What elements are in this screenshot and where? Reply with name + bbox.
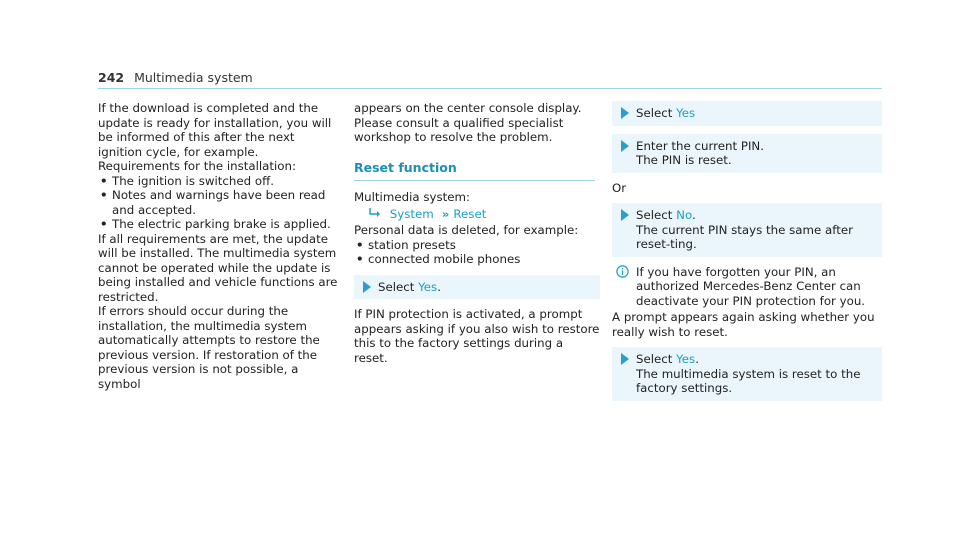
list-item: • station presets [354, 238, 600, 253]
info-note: If you have forgotten your PIN, an authorized Mercedes-Benz Center can deactivate your PIN protection for you. [612, 265, 882, 309]
step-select-yes: Select Yes. [354, 275, 600, 300]
menu-item-reset[interactable]: Reset [453, 206, 487, 221]
column-2 [354, 101, 600, 365]
step-select-yes-final: Select Yes. The multimedia system is reset to the factory settings. [612, 347, 882, 401]
requirements-heading: Requirements for the installation: [98, 159, 296, 173]
intro-paragraph: If the download is completed and the update is ready for installation, you will be informed of this after the next ignition cycle, for example. [98, 101, 332, 159]
triangle-right-icon [621, 107, 629, 119]
option-no[interactable]: No [676, 208, 692, 222]
list-item: • The ignition is switched off. [98, 174, 338, 189]
error-paragraph: If errors should occur during the installation, the multimedia system automatically attempts to restore the previous version. If restoration of the previous version is not possible, a symbol [98, 304, 320, 391]
page-header [98, 70, 253, 85]
menu-item-system[interactable]: System [389, 206, 434, 221]
deleted-intro: Personal data is deleted, for example: [354, 223, 579, 237]
menu-path [354, 207, 600, 222]
page-number: 242 [98, 70, 125, 85]
double-chevron-icon: » [441, 206, 450, 221]
column-1 [98, 101, 338, 391]
problem-paragraph: appears on the center console display. Please consult a qualified specialist workshop to resolve the problem. [354, 101, 582, 144]
step-select-no: Select No. The current PIN stays the same after reset-ting. [612, 203, 882, 257]
arrow-bend-icon [368, 207, 386, 221]
info-circle-icon [616, 265, 629, 282]
pin-paragraph: If PIN protection is activated, a prompt appears asking if you also wish to restore this to the factory settings during a reset. [354, 307, 600, 365]
section-title: Reset function [354, 159, 457, 175]
triangle-right-icon [621, 209, 629, 221]
section-rule [354, 180, 595, 181]
install-paragraph: If all requirements are met, the update will be installed. The multimedia system cannot be operated while the update is being installed and vehicle functions are restricted. [98, 231, 338, 304]
requirements-list [98, 174, 338, 232]
section-name: Multimedia system [134, 70, 253, 85]
header-rule [98, 88, 882, 89]
list-item: • The electric parking brake is applied. [98, 217, 338, 232]
option-yes[interactable]: Yes [676, 352, 696, 366]
deleted-list [354, 238, 600, 267]
list-item: • connected mobile phones [354, 252, 600, 267]
column-3 [612, 101, 882, 409]
prompt-paragraph: A prompt appears again asking whether you really wish to reset. [612, 310, 875, 339]
menu-intro: Multimedia system: [354, 190, 470, 204]
or-label: Or [612, 180, 627, 195]
step-select-yes: Select Yes [612, 101, 882, 126]
triangle-right-icon [363, 281, 371, 293]
triangle-right-icon [621, 140, 629, 152]
step-enter-pin: Enter the current PIN. The PIN is reset. [612, 134, 882, 173]
triangle-right-icon [621, 353, 629, 365]
list-item: • Notes and warnings have been read and accepted. [98, 188, 338, 217]
option-yes[interactable]: Yes [418, 279, 438, 294]
option-yes[interactable]: Yes [676, 106, 696, 120]
